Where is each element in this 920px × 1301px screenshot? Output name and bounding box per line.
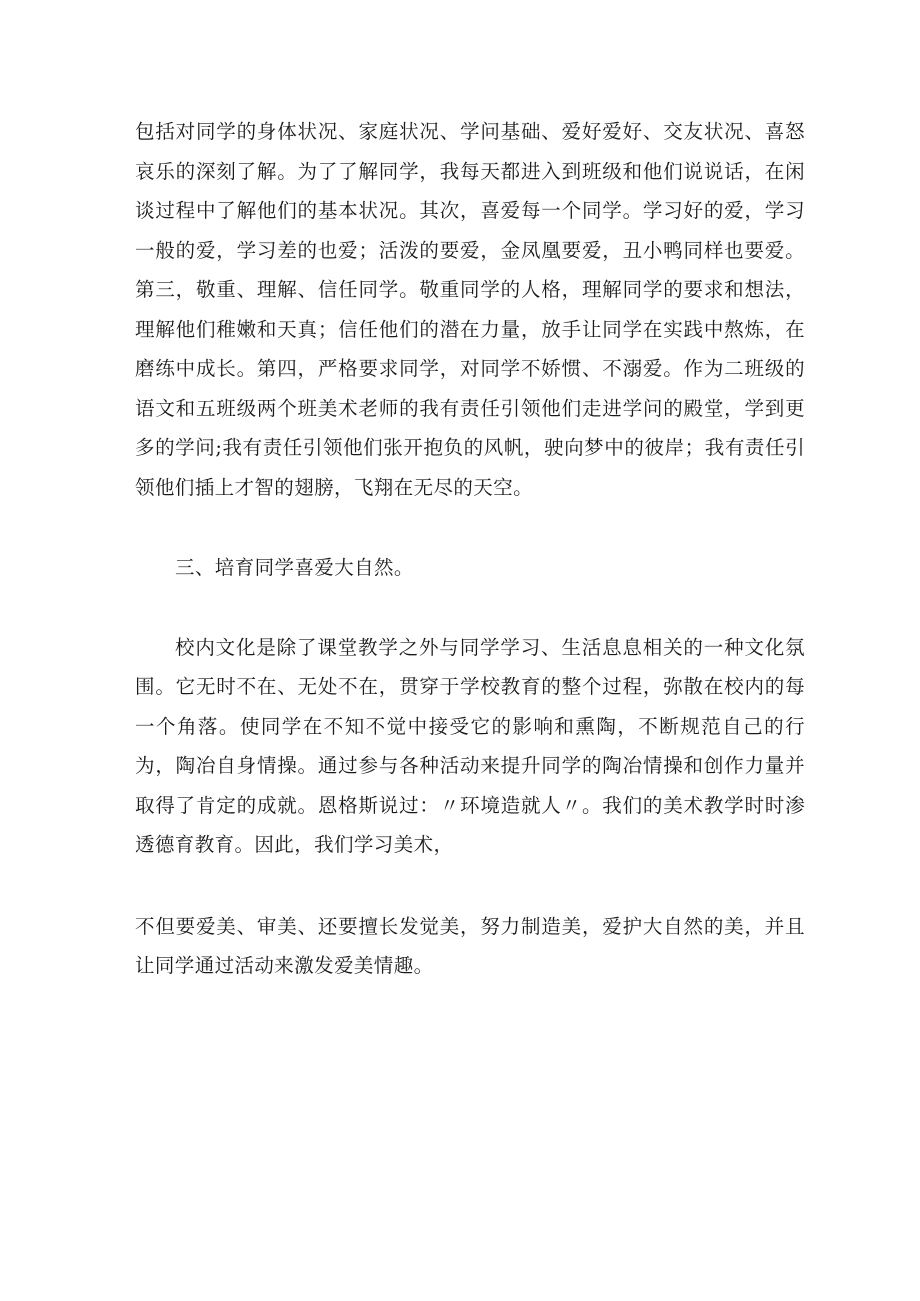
section-heading-nature: 三、培育同学喜爱大自然。 [175, 556, 414, 579]
paragraph-student-care: 包括对同学的身体状况、家庭状况、学问基础、爱好爱好、交友状况、喜怒哀乐的深刻了解。为了了解同学，我每天都进入到班级和他们说说话，在闲谈过程中了解他们的基本状况。其次，喜爱每一个同学。学习好的爱，学习一般的爱，学习差的也爱；活泼的要爱，金凤凰要爱，丑小鸭同样也要爱。第三，敬重、理解、信任同学。敬重同学的人格，理解同学的要求和想法，理解他们稚嫩和天真；信任他们的潜在力量，放手让同学在实践中熬炼，在磨练中成长。第四，严格要求同学，对同学不娇惯、不溺爱。作为二班级的语文和五班级两个班美术老师的我有责任引领他们走进学问的殿堂，学到更多的学问;我有责任引领他们张开抱负的风帆，驶向梦中的彼岸；我有责任引领他们插上才智的翅膀，飞翔在无尽的天空。 [135, 120, 805, 499]
document-page [135, 112, 805, 986]
paragraph-beauty-appreciation: 不但要爱美、审美、还要擅长发觉美，努力制造美，爱护大自然的美，并且让同学通过活动来激发爱美情趣。 [135, 914, 805, 977]
paragraph-campus-culture: 校内文化是除了课堂教学之外与同学学习、生活息息相关的一种文化氛围。它无时不在、无处不在，贯穿于学校教育的整个过程，弥散在校内的每一个角落。使同学在不知不觉中接受它的影响和熏陶，不断规范自己的行为，陶冶自身情操。通过参与各种活动来提升同学的陶冶情操和创作力量并取得了肯定的成就。恩格斯说过：〃环境造就人〃。我们的美术教学时时渗透德育教育。因此，我们学习美术， [135, 635, 805, 856]
